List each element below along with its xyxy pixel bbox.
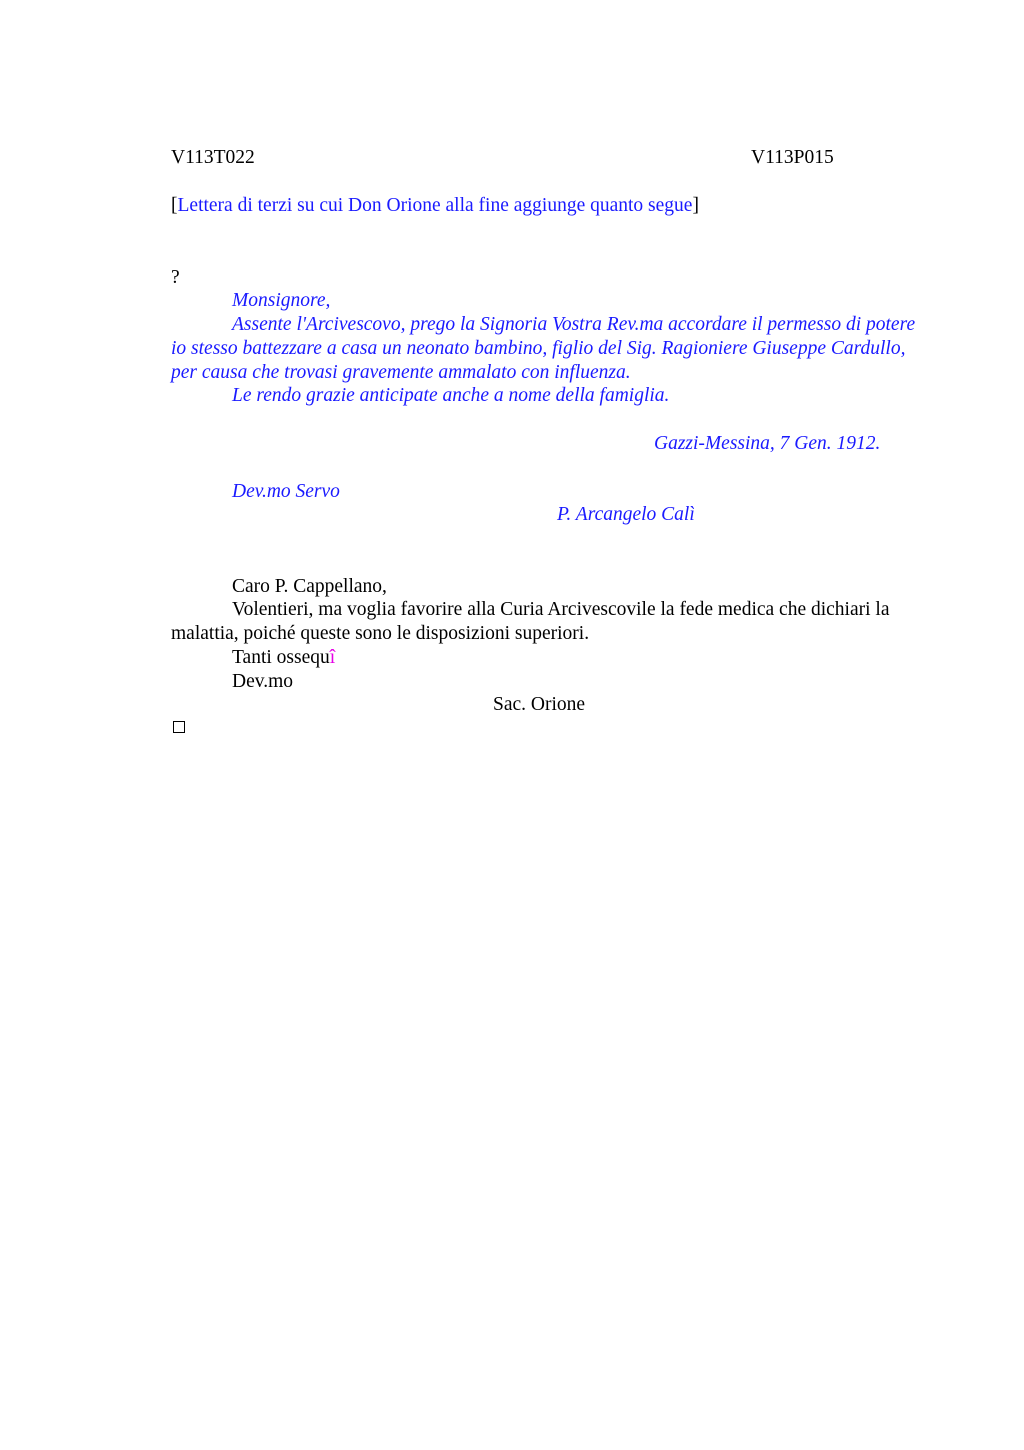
letter1-body: Assente l'Arcivescovo, prego la Signoria Vostra Rev.ma accordare il permesso di potere io stesso battezzare a casa un neonato bambino, figlio del Sig. Ragioniere Giuseppe Cardullo, per causa che trovasi gravemente ammalato con influenza. <box>171 314 916 383</box>
end-of-document-box-icon <box>173 721 185 733</box>
question-marker: ? <box>171 267 180 288</box>
letter2-greeting-text: Tanti ossequ <box>232 647 330 668</box>
note-close-bracket: ] <box>692 195 699 216</box>
letter2-closing: Dev.mo <box>232 671 294 692</box>
letter1-closing: Dev.mo Servo <box>232 481 340 502</box>
letter2-greeting-accent: î <box>329 647 336 668</box>
editorial-note <box>171 194 699 218</box>
note-text: Lettera di terzi su cui Don Orione alla fine aggiunge quanto segue <box>177 195 693 216</box>
letter2-signature: Sac. Orione <box>493 694 586 715</box>
letter2-salutation: Caro P. Cappellano, <box>232 576 387 597</box>
letter1-signature: P. Arcangelo Calì <box>557 504 695 525</box>
letter1-thanks: Le rendo grazie anticipate anche a nome della famiglia. <box>232 385 670 406</box>
header-left-code: V113T022 <box>171 147 255 168</box>
note-open-bracket: [ <box>171 195 178 216</box>
letter2-greeting <box>232 646 335 670</box>
letter2-body: Volentieri, ma voglia favorire alla Curia Arcivescovile la fede medica che dichiari la malattia, poiché queste sono le disposizioni superiori. <box>171 599 890 644</box>
header-right-code: V113P015 <box>751 147 834 168</box>
letter1-salutation: Monsignore, <box>232 290 331 311</box>
letter1-place-date: Gazzi-Messina, 7 Gen. 1912. <box>654 433 881 454</box>
